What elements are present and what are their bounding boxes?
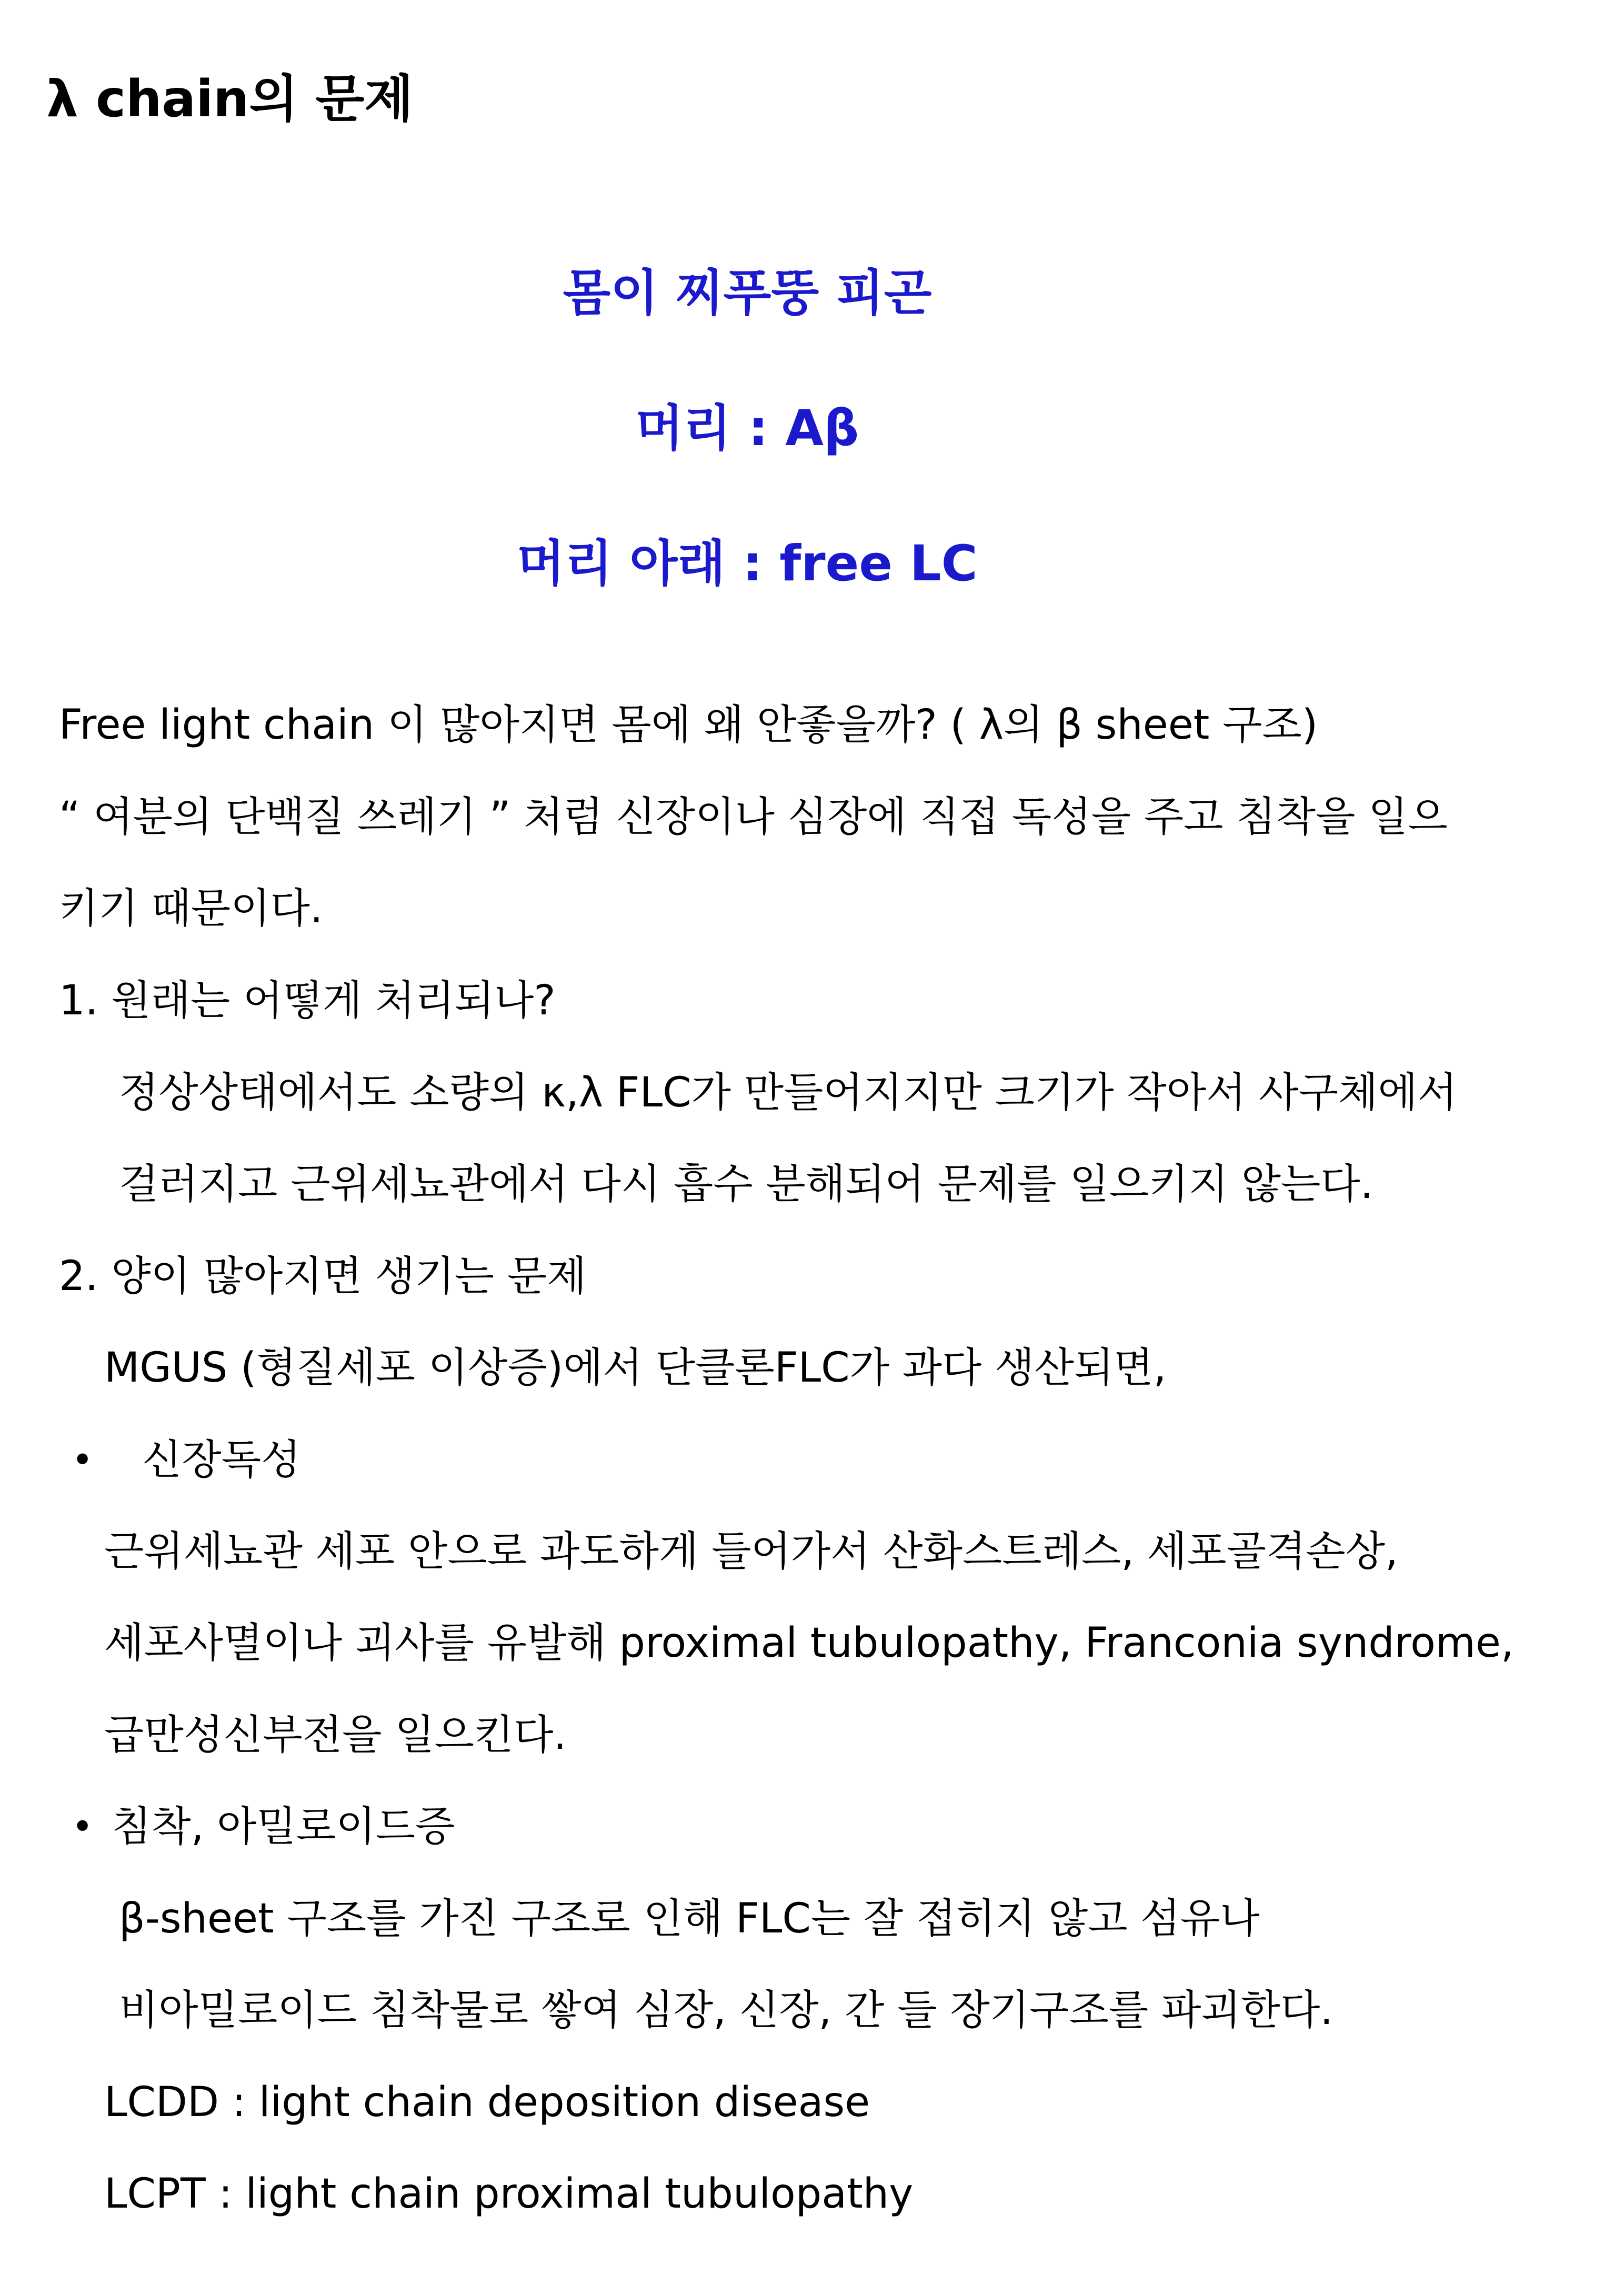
bullet-2-line-2: 비아밀로이드 침착물로 쌓여 심장, 신장, 간 들 장기구조를 파괴한다. — [119, 1987, 1334, 2034]
bullet-1-line-1: 근위세뇨관 세포 안으로 과도하게 들어가서 산화스트레스, 세포골격손상, — [104, 1528, 1398, 1575]
answer-line-2: 키기 때문이다. — [59, 885, 323, 932]
question-line: Free light chain 이 많아지면 몸에 왜 안좋을까? ( λ의 β sheet 구조) — [59, 701, 1318, 749]
definition-lcpt: LCPT : light chain proximal tubulopathy — [104, 2170, 914, 2218]
section-2-title: 2. 양이 많아지면 생기는 문제 — [59, 1253, 587, 1300]
section-1-line-1: 정상상태에서도 소량의 κ,λ FLC가 만들어지지만 크기가 작아서 사구체에서 — [119, 1069, 1458, 1116]
bullet-dot: • — [72, 1438, 94, 1482]
page-title: λ chain의 문제 — [46, 69, 414, 128]
bullet-dot: • — [72, 1805, 94, 1848]
section-1-title: 1. 원래는 어떻게 처리되나? — [59, 977, 556, 1024]
highlight-line-3: 머리 아래 : free LC — [517, 535, 978, 592]
highlight-line-1: 몸이 찌푸뚱 피곤 — [563, 265, 932, 322]
section-2-intro: MGUS (형질세포 이상증)에서 단클론FLC가 과다 생산되면, — [104, 1344, 1167, 1392]
bullet-2-line-1: β-sheet 구조를 가진 구조로 인해 FLC는 잘 접히지 않고 섬유나 — [119, 1895, 1260, 1942]
section-1-line-2: 걸러지고 근위세뇨관에서 다시 흡수 분해되어 문제를 일으키지 않는다. — [119, 1161, 1374, 1208]
answer-line-1: “ 여분의 단백질 쓰레기 ” 처럼 신장이나 심장에 직접 독성을 주고 침착을 일으 — [59, 793, 1448, 841]
highlight-line-2: 머리 : Aβ — [635, 400, 859, 457]
bullet-2-title: 침착, 아밀로이드증 — [112, 1803, 455, 1850]
bullet-1-line-3: 급만성신부전을 일으킨다. — [104, 1711, 567, 1759]
bullet-1-title: 신장독성 — [142, 1436, 301, 1484]
definition-lcdd: LCDD : light chain deposition disease — [104, 2079, 870, 2126]
bullet-1-line-2: 세포사멸이나 괴사를 유발해 proximal tubulopathy, Franconia syndrome, — [104, 1619, 1514, 1667]
